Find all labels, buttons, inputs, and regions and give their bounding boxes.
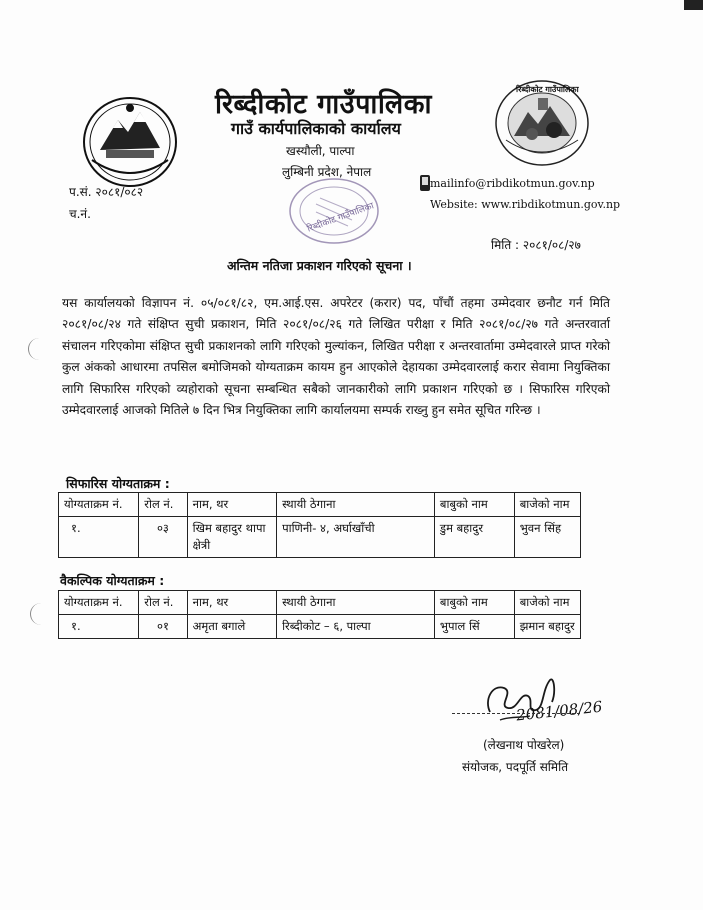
email-address: mailinfo@ribdikotmun.gov.np (430, 177, 595, 190)
office-subtitle: गाउँ कार्यपालिकाको कार्यालय (231, 119, 401, 138)
name-cell: खिम बहादुर थापा क्षेत्री (187, 517, 276, 558)
header-cell: स्थायी ठेगाना (277, 493, 435, 517)
header-cell: स्थायी ठेगाना (277, 591, 435, 615)
notice-date: मिति : २०८१/०८/२७ (491, 238, 581, 252)
address-cell: पाणिनी- ४, अर्घाखाँची (277, 517, 435, 558)
website-address: Website: www.ribdikotmun.gov.np (430, 198, 621, 211)
table-header-row (59, 591, 581, 615)
office-name: रिब्दीकोट गाउँपालिका (215, 89, 432, 120)
rank-cell: १. (59, 517, 139, 558)
stamp-text: रिब्दीकोट गाउँपालिका (305, 201, 376, 235)
signatory-name: (लेखनाथ पोखरेल) (483, 738, 565, 752)
dispatch-number: च.नं. (69, 207, 91, 221)
margin-mark (28, 338, 39, 360)
name-cell: अमृता बगाले (187, 615, 276, 639)
recommended-table (58, 492, 581, 558)
roll-cell: ०३ (139, 517, 187, 558)
margin-mark (30, 603, 41, 625)
grandfather-name-cell: भुवन सिंह (514, 517, 580, 558)
recommended-list-label: सिफारिस योग्यताक्रम : (66, 476, 170, 491)
address-line-2: लुम्बिनी प्रदेश, नेपाल (282, 165, 372, 179)
notice-title: अन्तिम नतिजा प्रकाशन गरिएको सूचना । (227, 258, 412, 273)
father-name-cell: डुम बहादुर (434, 517, 514, 558)
table-row (59, 517, 581, 558)
notice-body: यस कार्यालयको विज्ञापन नं. ०५/०८१/८२, एम.आई.एस. अपरेटर (करार) पद, पाँचौं तहमा उम्मेदवार छनौट गर्न मिति २०८१/०८/२४ गते संक्षिप्त सुची प्रकाशन, मिति २०८१/०८/२६ गते लिखित परीक्षा र मिति २०८१/०८/२७ गते अन्तरवार्ता संचालन गरिएकोमा संक्षिप्त सुची प्रकाशनको लागि गरिएको मुल्यांकन, लिखित परीक्षा र अन्तरवार्तामा उम्मेदवारले प्राप्त गरेको कुल अंकको आधारमा तपसिल बमोजिमको योग्यताक्रम कायम हुन आएकोले देहायका उम्मेदवारलाई करार सेवामा नियुक्तिका लागि सिफारिस गरिएको व्यहोराको सूचना सम्बन्धित सबैको जानकारीको लागि प्रकाशन गरिएको छ । सिफारिस गरिएको उम्मेदवारलाई आजको मितिले ७ दिन भित्र नियुक्तिका लागि कार्यालयमा सम्पर्क राख्नु हुन समेत सूचित गरिन्छ । (62, 296, 610, 418)
header-cell: बाजेको नाम (514, 493, 580, 517)
roll-cell: ०१ (139, 615, 187, 639)
scan-edge (684, 0, 703, 10)
header-cell: रोल नं. (139, 493, 187, 517)
header-cell: नाम, थर (187, 591, 276, 615)
header-cell: रोल नं. (139, 591, 187, 615)
signature-line (452, 713, 580, 714)
address-cell: रिब्दीकोट – ६, पाल्पा (277, 615, 435, 639)
table-row (59, 615, 581, 639)
header-cell: योग्यताक्रम नं. (59, 493, 139, 517)
table-header-row (59, 493, 581, 517)
logo-ring-text: रिब्दीकोट गाउँपालिका (516, 85, 579, 94)
address-line-1: खस्यौली, पाल्पा (286, 144, 355, 158)
header-cell: बाजेको नाम (514, 591, 580, 615)
alternate-list-label: वैकल्पिक योग्यताक्रम : (60, 573, 165, 588)
signatory-role: संयोजक, पदपूर्ति समिति (462, 760, 569, 774)
header-cell: बाबुको नाम (434, 493, 514, 517)
header-cell: बाबुको नाम (434, 591, 514, 615)
reference-number: प.सं. २०८१/०८२ (69, 185, 144, 199)
alternate-table (58, 590, 581, 639)
government-emblem-icon (78, 90, 182, 190)
rank-cell: १. (59, 615, 139, 639)
header-cell: योग्यताक्रम नं. (59, 591, 139, 615)
grandfather-name-cell: झमान बहादुर (514, 615, 580, 639)
signature-date: 2081/08/26 (515, 697, 604, 725)
father-name-cell: भुपाल सिं (434, 615, 514, 639)
header-cell: नाम, थर (187, 493, 276, 517)
